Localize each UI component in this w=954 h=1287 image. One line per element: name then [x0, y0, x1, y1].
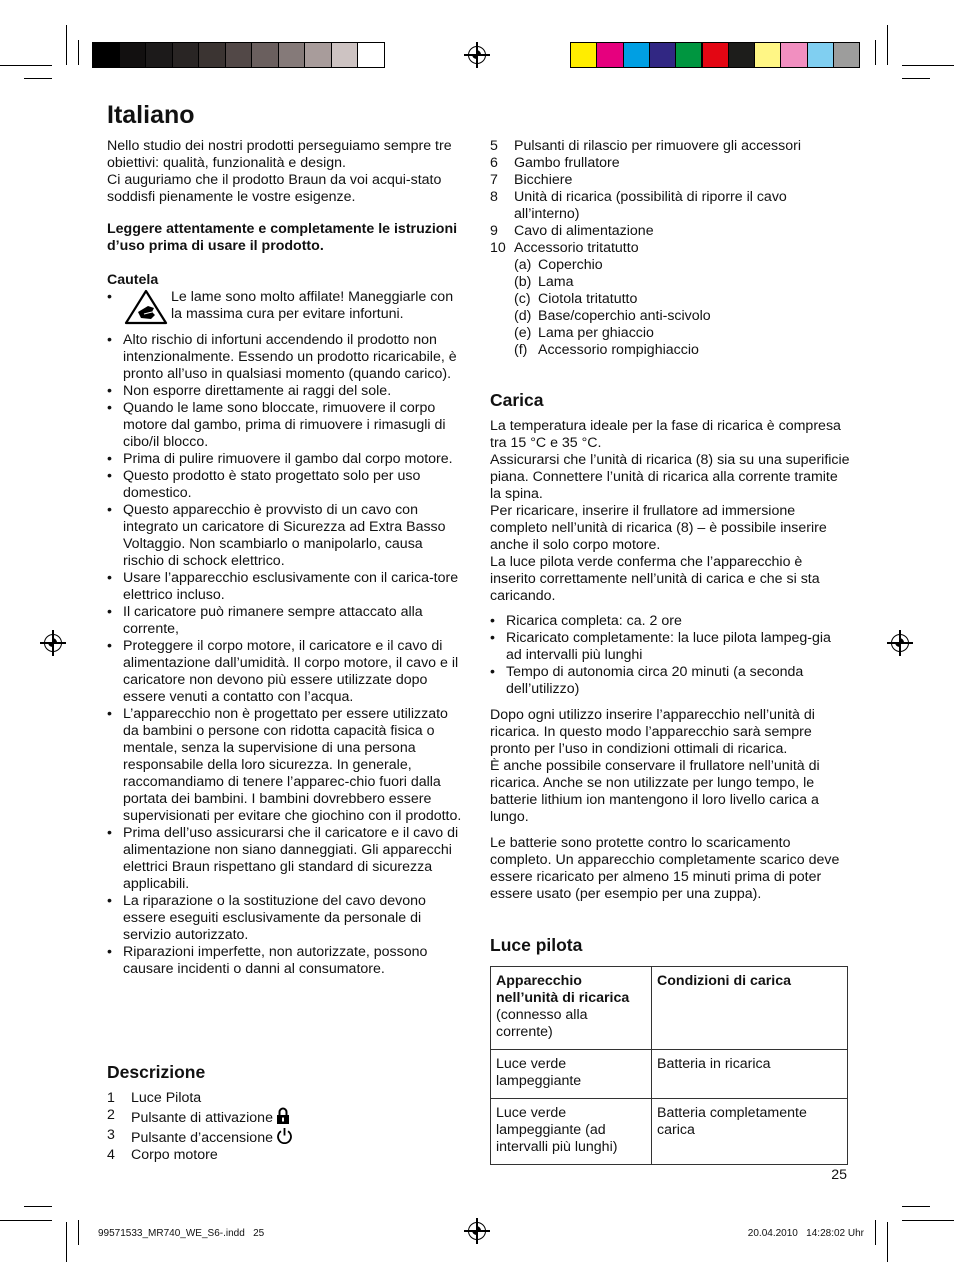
- item-number: 3: [107, 1127, 115, 1143]
- item-number: 8: [490, 189, 498, 205]
- list-item: [490, 308, 850, 325]
- item-text: Pulsanti di rilascio per rimuovere gli accessori: [514, 138, 802, 154]
- item-number: 9: [490, 223, 498, 239]
- color-swatch: [754, 42, 781, 68]
- color-swatch: [596, 42, 623, 68]
- table-row: [491, 1099, 848, 1165]
- cautela-heading: Cautela: [107, 272, 159, 288]
- power-icon: [276, 1127, 293, 1144]
- color-swatch: [728, 42, 755, 68]
- blade-warning-text: Le lame sono molto affilate! Maneggiarle con la massima cura per evitare infortuni.: [171, 289, 454, 322]
- blade-warning: • Le lame sono molto affilate! Maneggiarle con la massima cura per evitare infortuni.: [107, 289, 462, 332]
- carica-paragraph: Per ricaricare, inserire il frullatore ad immersione completo nell’unità di ricarica (8) – è possibile inserire anche il solo corpo motore.: [490, 503, 827, 553]
- carica-paragraph: È anche possibile conservare il frullatore nell’unità di ricarica. Anche se non utilizzate per lungo tempo, le batterie lithium ion mantengono il loro livello carica a lungo.: [490, 758, 820, 825]
- intro-paragraph: Nello studio dei nostri prodotti perseguiamo sempre tre obiettivi: qualità, funzionalità e design.: [107, 138, 452, 171]
- descrizione-list: [107, 1090, 327, 1164]
- intro-paragraph: Ci auguriamo che il prodotto Braun da voi acqui-stato soddisfi pienamente le vostre esigenze.: [107, 172, 442, 205]
- registration-mark-icon: [468, 1222, 486, 1240]
- item-number: 10: [490, 240, 506, 256]
- header-bold-text: Condizioni di carica: [657, 973, 792, 989]
- registration-mark-icon: [44, 634, 62, 652]
- item-text: Cavo di alimentazione: [514, 223, 654, 239]
- item-text: Accessorio rompighiaccio: [538, 342, 699, 358]
- item-number: 4: [107, 1147, 115, 1163]
- right-column: [490, 138, 850, 359]
- item-number: 5: [490, 138, 498, 154]
- table-cell: Luce verde lampeggiante: [491, 1050, 652, 1099]
- list-item: [490, 325, 850, 342]
- footer-filename: 99571533_MR740_WE_S6-.indd 25: [98, 1228, 265, 1239]
- cautela-item: • L’apparecchio non è progettato per essere utilizzato da bambini o persone con ridotta capacità fisica o mentale, senza la supervisione di una persona responsabile della loro sicurezza. In generale, raccomandiamo di tenere l’apparec-chio fuori dalla portata dei bambini. I bambini dovrebbero essere supervisionati per evitare che giochino con il prodotto.: [107, 706, 462, 825]
- color-swatch: [649, 42, 676, 68]
- color-swatch: [623, 42, 650, 68]
- color-swatch: [251, 42, 279, 68]
- carica-paragraph: Assicurarsi che l’unità di ricarica (8) sia su una superificie piana. Connettere l’unità di ricarica alla corrente tramite la spina.: [490, 452, 850, 502]
- carica-bullet: • Tempo di autonomia circa 20 minuti (a seconda dell’utilizzo): [490, 664, 850, 698]
- header-rest-text: (connesso alla corrente): [496, 1007, 588, 1040]
- item-number: 7: [490, 172, 498, 188]
- cautela-item: • Prima di pulire rimuovere il gambo dal corpo motore.: [107, 451, 462, 468]
- carica-bullet: • Ricarica completa: ca. 2 ore: [490, 613, 850, 630]
- carica-paragraph: Dopo ogni utilizzo inserire l’apparecchio nell’unità di ricarica. In questo modo l’apparecchio sarà sempre pronto per l’uso in condizioni ottimali di ricarica.: [490, 707, 815, 757]
- list-item: [490, 274, 850, 291]
- registration-mark-icon: [891, 634, 909, 652]
- item-text: Unità di ricarica (possibilità di riporre il cavo all’interno): [514, 189, 787, 222]
- item-text: Coperchio: [538, 257, 603, 273]
- cautela-item: • La riparazione o la sostituzione del cavo devono essere eseguiti esclusivamente da personale di servizio autorizzato.: [107, 893, 462, 944]
- item-text: Bicchiere: [514, 172, 573, 188]
- item-number: (b): [514, 274, 532, 290]
- descrizione-heading: Descrizione: [107, 1062, 206, 1082]
- header-bold-text: Apparecchio nell’unità di ricarica: [496, 973, 630, 1006]
- color-swatch: [119, 42, 147, 68]
- carica-heading: Carica: [490, 390, 544, 410]
- page-title: Italiano: [107, 101, 195, 129]
- carica-paragraph: Le batterie sono protette contro lo scaricamento completo. Un apparecchio completamente scarico deve essere ricaricato per almeno 15 minuti prima di poter essere usato (per esempio per una zuppa).: [490, 835, 840, 902]
- color-swatch: [833, 42, 860, 68]
- list-item: [107, 1127, 327, 1147]
- item-text: Gambo frullatore: [514, 155, 620, 171]
- cautela-item: • Proteggere il corpo motore, il caricatore e il cavo di alimentazione dall’umidità. Il corpo motore, il cavo e il caricatore non devono più essere utilizzate dopo essere venuti a contatto con l’acqua.: [107, 638, 462, 706]
- color-swatch: [172, 42, 200, 68]
- color-swatch: [145, 42, 173, 68]
- item-text: Lama per ghiaccio: [538, 325, 654, 341]
- item-number: (f): [514, 342, 528, 358]
- item-number: (d): [514, 308, 532, 324]
- table-header-cell: [652, 967, 848, 1050]
- list-item: [490, 155, 850, 172]
- item-text: Pulsante di attivazione: [131, 1110, 273, 1126]
- table-cell: Batteria completamente carica: [652, 1099, 848, 1165]
- list-item: [490, 342, 850, 359]
- list-item: [490, 223, 850, 240]
- cautela-item: • Quando le lame sono bloccate, rimuovere il corpo motore dal gambo, prima di rimuovere i rimasugli di cibo/il blocco.: [107, 400, 462, 451]
- item-number: (c): [514, 291, 531, 307]
- table-cell: Luce verde lampeggiante (ad intervalli più lunghi): [491, 1099, 652, 1165]
- carica-bullets: [490, 613, 850, 698]
- page-number: 25: [831, 1167, 847, 1183]
- table-row: [491, 1050, 848, 1099]
- item-text: Ciotola tritatutto: [538, 291, 638, 307]
- cautela-item: • Questo apparecchio è provvisto di un cavo con integrato un caricatore di Sicurezza ad Extra Basso Voltaggio. Non scambiarlo o manipolarlo, causa rischio di schock elettrico.: [107, 502, 462, 570]
- table-header-row: [491, 967, 848, 1050]
- lock-icon: [276, 1107, 290, 1124]
- list-item: [107, 1147, 327, 1164]
- table-cell: Batteria in ricarica: [652, 1050, 848, 1099]
- sharp-blade-warning-icon: [124, 289, 168, 325]
- table-header-cell: [491, 967, 652, 1050]
- color-swatch: [702, 42, 729, 68]
- tritatutto-sublist: [490, 257, 850, 359]
- carica-bullet: • Ricaricato completamente: la luce pilota lampeg-gia ad intervalli più lunghi: [490, 630, 850, 664]
- list-item: [490, 257, 850, 274]
- carica-paragraph: La temperatura ideale per la fase di ricarica è compresa tra 15 °C e 35 °C.: [490, 418, 841, 451]
- luce-pilota-table: [490, 966, 848, 1165]
- list-item: [107, 1090, 327, 1107]
- descrizione-list-continued: [490, 138, 850, 257]
- cautela-item: • Non esporre direttamente ai raggi del sole.: [107, 383, 462, 400]
- list-item: [490, 189, 850, 223]
- item-number: 6: [490, 155, 498, 171]
- cautela-item: • Riparazioni imperfette, non autorizzate, possono causare incidenti o danni al consumatore.: [107, 944, 462, 978]
- list-item: [107, 1107, 327, 1127]
- item-text: Accessorio tritatutto: [514, 240, 639, 256]
- warning-text: Leggere attentamente e completamente le istruzioni d’uso prima di usare il prodotto.: [107, 221, 458, 254]
- color-swatch: [780, 42, 807, 68]
- item-text: Lama: [538, 274, 574, 290]
- color-swatch: [225, 42, 253, 68]
- footer-date: 20.04.2010 14:28:02 Uhr: [747, 1228, 864, 1239]
- list-item: [490, 240, 850, 257]
- color-swatch: [278, 42, 306, 68]
- color-swatch: [807, 42, 834, 68]
- cautela-item: • Alto rischio di infortuni accendendo il prodotto non intenzionalmente. Essendo un prodotto ricaricabile, è pronto all’uso in qualsiasi momento (quando carico).: [107, 332, 462, 383]
- cautela-item: • Prima dell’uso assicurarsi che il caricatore e il cavo di alimentazione non siano danneggiati. Gli apparecchi elettrici Braun rispettano gli standard di sicurezza applicabili.: [107, 825, 462, 893]
- color-swatch: [92, 42, 120, 68]
- cautela-list: [107, 332, 462, 978]
- item-text: Corpo motore: [131, 1147, 218, 1163]
- item-number: (e): [514, 325, 532, 341]
- list-item: [490, 291, 850, 308]
- color-swatch: [675, 42, 702, 68]
- item-text: Luce Pilota: [131, 1090, 202, 1106]
- carica-section: [490, 418, 850, 903]
- color-swatch: [357, 42, 385, 68]
- cautela-item: • Usare l’apparecchio esclusivamente con il carica-tore elettrico incluso.: [107, 570, 462, 604]
- left-column: [107, 138, 462, 978]
- color-swatch: [198, 42, 226, 68]
- item-text: Base/coperchio anti-scivolo: [538, 308, 711, 324]
- list-item: [490, 172, 850, 189]
- list-item: [490, 138, 850, 155]
- registration-mark-icon: [468, 46, 486, 64]
- carica-paragraph: La luce pilota verde conferma che l’apparecchio è inserito correttamente nell’unità di carica e che si sta caricando.: [490, 554, 820, 604]
- item-number: 2: [107, 1107, 115, 1123]
- color-swatch: [331, 42, 359, 68]
- luce-pilota-heading: Luce pilota: [490, 935, 583, 955]
- cautela-item: • Questo prodotto è stato progettato solo per uso domestico.: [107, 468, 462, 502]
- color-swatch: [304, 42, 332, 68]
- cautela-item: • Il caricatore può rimanere sempre attaccato alla corrente,: [107, 604, 462, 638]
- item-text: Pulsante d’accensione: [131, 1130, 273, 1146]
- color-swatch: [570, 42, 597, 68]
- item-number: 1: [107, 1090, 115, 1106]
- item-number: (a): [514, 257, 532, 273]
